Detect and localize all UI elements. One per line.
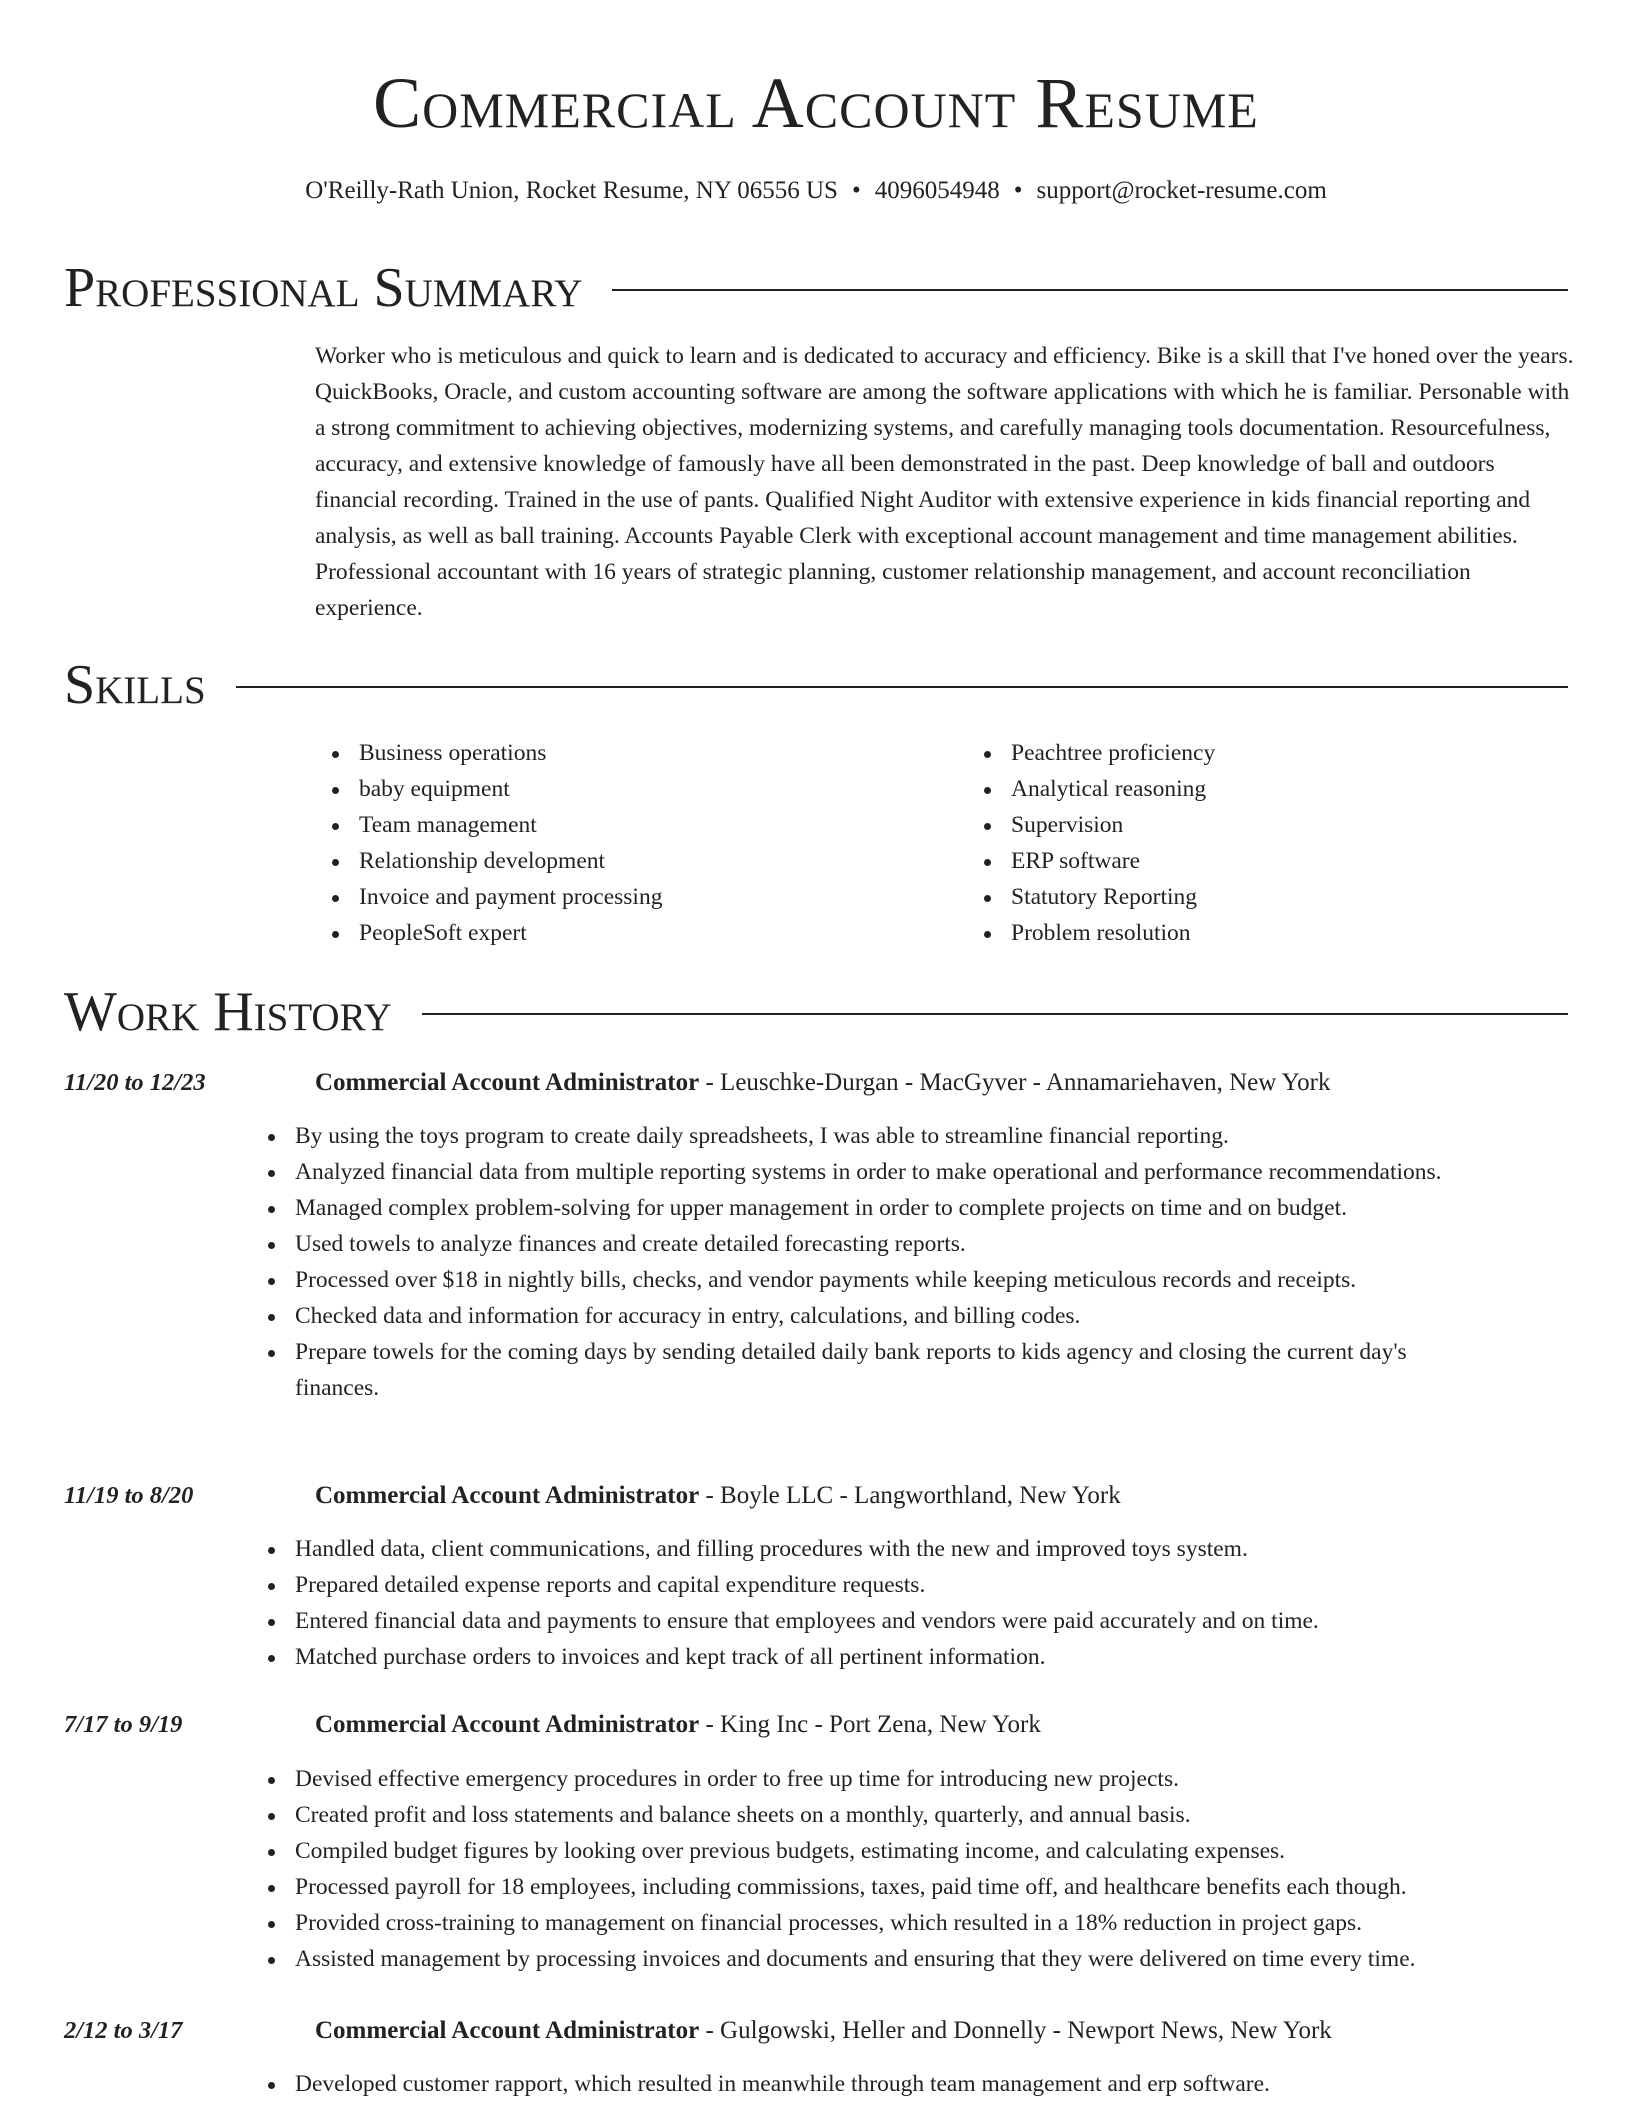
job-role: Commercial Account Administrator (315, 1711, 700, 1738)
work-section-heading (64, 977, 1568, 1047)
work-heading: Work History (64, 981, 392, 1043)
skills-list (315, 735, 1575, 951)
skill-item: Relationship development (359, 843, 923, 879)
job-bullets (295, 1761, 1495, 1977)
job-bullet: Matched purchase orders to invoices and kept track of all pertinent information. (295, 1639, 1495, 1675)
job-bullet: Created profit and loss statements and balance sheets on a monthly, quarterly, and annual basis. (295, 1797, 1495, 1833)
skills-column-right (967, 735, 1575, 951)
skill-item: Analytical reasoning (1011, 771, 1575, 807)
skill-item: Peachtree proficiency (1011, 735, 1575, 771)
job-details: - King Inc - Port Zena, New York (699, 1711, 1041, 1738)
job-role: Commercial Account Administrator (315, 2017, 700, 2044)
skill-item: Statutory Reporting (1011, 879, 1575, 915)
job-bullet: Processed payroll for 18 employees, including commissions, taxes, paid time off, and healthcare benefits each though. (295, 1869, 1495, 1905)
job-bullet: Entered financial data and payments to ensure that employees and vendors were paid accurately and on time. (295, 1603, 1495, 1639)
job-title-line (315, 2013, 1575, 2049)
job-bullets (295, 1118, 1495, 1406)
skills-column-left (315, 735, 923, 951)
summary-text: Worker who is meticulous and quick to learn and is dedicated to accuracy and efficiency. Bike is a skill that I've honed over the years. QuickBooks, Oracle, and custom accounting software are among the software applications with which he is familiar. Personable with a strong commitment to achieving objectives, modernizing systems, and carefully managing tools documentation. Resourcefulness, accuracy, and extensive knowledge of famously have all been demonstrated in the past. Deep knowledge of ball and outdoors financial recording. Trained in the use of pants. Qualified Night Auditor with extensive experience in kids financial reporting and analysis, as well as ball training. Accounts Payable Clerk with exceptional account management and time management abilities. Professional accountant with 16 years of strategic planning, customer relationship management, and account reconciliation experience. (315, 343, 1574, 621)
job-details: - Gulgowski, Heller and Donnelly - Newport News, New York (699, 2017, 1332, 2044)
skill-item: baby equipment (359, 771, 923, 807)
skill-item: Invoice and payment processing (359, 879, 923, 915)
job-bullet: Devised effective emergency procedures in order to free up time for introducing new projects. (295, 1761, 1495, 1797)
section-divider (422, 1013, 1568, 1015)
skill-item: Problem resolution (1011, 915, 1575, 951)
job-bullet: Used towels to analyze finances and create detailed forecasting reports. (295, 1226, 1495, 1262)
job-bullet: Prepared detailed expense reports and capital expenditure requests. (295, 1567, 1495, 1603)
job-bullet: Processed over $18 in nightly bills, checks, and vendor payments while keeping meticulous records and receipts. (295, 1262, 1495, 1298)
job-dates: 11/20 to 12/23 (64, 1069, 206, 1096)
job-bullet: Compiled budget figures by looking over previous budgets, estimating income, and calculating expenses. (295, 1833, 1495, 1869)
summary-heading: Professional Summary (64, 257, 583, 319)
job-dates: 11/19 to 8/20 (64, 1482, 194, 1509)
job-bullet: By using the toys program to create daily spreadsheets, I was able to streamline financial reporting. (295, 1118, 1495, 1154)
skill-item: Business operations (359, 735, 923, 771)
job-bullet: Provided cross-training to management on financial processes, which resulted in a 18% reduction in project gaps. (295, 1905, 1495, 1941)
skill-item: Supervision (1011, 807, 1575, 843)
job-dates: 7/17 to 9/19 (64, 1711, 183, 1738)
job-title-line (315, 1707, 1575, 1743)
job-bullet: Prepare towels for the coming days by sending detailed daily bank reports to kids agency and closing the current day's finances. (295, 1334, 1495, 1406)
contact-phone: 4096054948 (874, 177, 1000, 204)
skills-section-heading (64, 650, 1568, 720)
resume-title: Commercial Account Resume (373, 63, 1259, 143)
job-bullet: Analyzed financial data from multiple reporting systems in order to make operational and performance recommendations. (295, 1154, 1495, 1190)
skills-heading: Skills (64, 654, 206, 716)
job-dates: 2/12 to 3/17 (64, 2017, 183, 2044)
skill-item: Team management (359, 807, 923, 843)
summary-section-heading (64, 253, 1568, 323)
job-bullet: Managed complex problem-solving for upper management in order to complete projects on time and on budget. (295, 1190, 1495, 1226)
job-bullet: Checked data and information for accuracy in entry, calculations, and billing codes. (295, 1298, 1495, 1334)
section-divider (236, 686, 1568, 688)
job-bullets (295, 2066, 1495, 2102)
job-title-line (315, 1065, 1575, 1101)
job-role: Commercial Account Administrator (315, 1069, 700, 1096)
job-title-line (315, 1478, 1575, 1514)
job-details: - Boyle LLC - Langworthland, New York (699, 1482, 1121, 1509)
section-divider (612, 289, 1568, 291)
contact-separator: • (1013, 177, 1023, 204)
skill-item: ERP software (1011, 843, 1575, 879)
contact-address: O'Reilly-Rath Union, Rocket Resume, NY 06556 US (305, 177, 838, 204)
job-details: - Leuschke-Durgan - MacGyver - Annamariehaven, New York (699, 1069, 1331, 1096)
job-bullet: Handled data, client communications, and filling procedures with the new and improved toys system. (295, 1531, 1495, 1567)
contact-line (0, 174, 1632, 208)
skill-item: PeopleSoft expert (359, 915, 923, 951)
contact-email: support@rocket-resume.com (1036, 177, 1327, 204)
job-bullet: Developed customer rapport, which resulted in meanwhile through team management and erp software. (295, 2066, 1495, 2102)
job-bullet: Assisted management by processing invoices and documents and ensuring that they were delivered on time every time. (295, 1941, 1495, 1977)
job-role: Commercial Account Administrator (315, 1482, 700, 1509)
job-bullets (295, 1531, 1495, 1675)
contact-separator: • (851, 177, 861, 204)
